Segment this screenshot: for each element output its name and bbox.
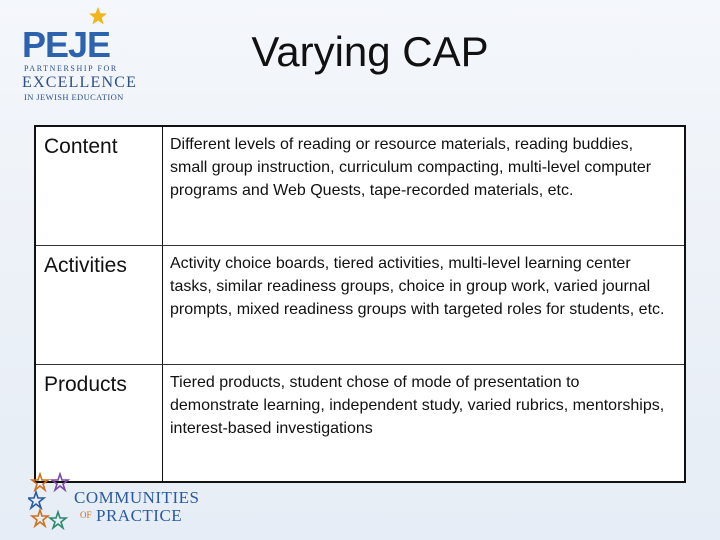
- logo-subtitle-3: IN JEWISH EDUCATION: [24, 92, 124, 102]
- cap-table: [34, 125, 686, 483]
- table-row-products: [36, 365, 684, 481]
- row-label: Products: [44, 373, 127, 396]
- communities-of-practice-logo: [28, 472, 200, 530]
- logo-subtitle-2: EXCELLENCE: [22, 74, 138, 91]
- cop-line-1: COMMUNITIES: [74, 488, 200, 507]
- row-label: Activities: [44, 254, 127, 277]
- table-row-content: [36, 127, 684, 246]
- row-label: Content: [44, 135, 118, 158]
- star-icon: [88, 6, 108, 26]
- slide-title: Varying CAP: [251, 28, 489, 75]
- row-description: Tiered products, student chose of mode of presentation to demonstrate learning, independent study, varied rubrics, mentorships, interest-based investigations: [170, 374, 665, 437]
- cop-of: OF: [80, 510, 92, 520]
- logo-wordmark: PEJE: [22, 24, 111, 65]
- row-description: Activity choice boards, tiered activities, multi-level learning center tasks, similar readiness groups, choice in group work, varied journal prompts, mixed readiness groups with targeted roles for students, etc.: [170, 255, 665, 318]
- logo-subtitle-1: PARTNERSHIP FOR: [24, 64, 118, 73]
- stars-cluster-icon: [28, 472, 74, 530]
- row-description: Different levels of reading or resource materials, reading buddies, small group instruction, curriculum compacting, multi-level computer programs and Web Quests, tape-recorded materials, etc.: [170, 136, 652, 199]
- cop-line-2: PRACTICE: [96, 506, 183, 525]
- table-row-activities: [36, 246, 684, 365]
